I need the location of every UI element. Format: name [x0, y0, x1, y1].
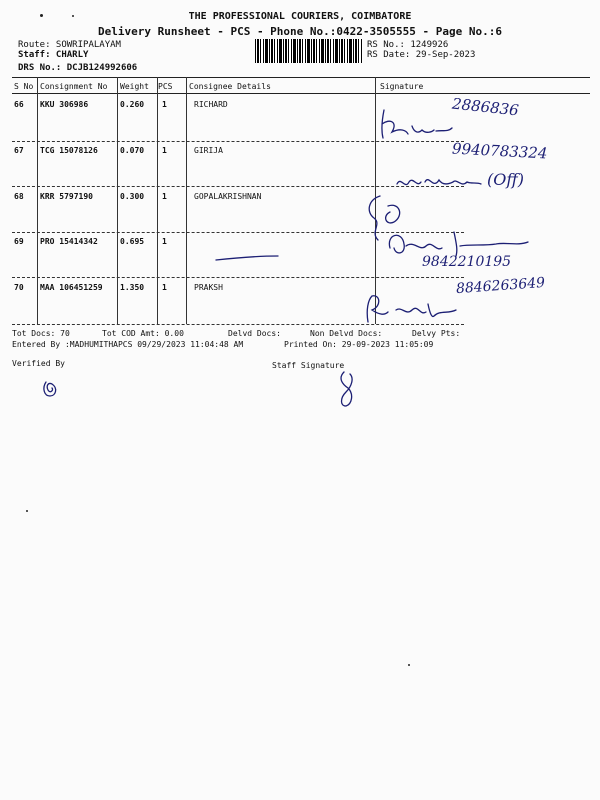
staff-signature-label: Staff Signature — [272, 361, 345, 370]
row-weight: 1.350 — [120, 283, 145, 292]
row-consignee: GIRIJA — [194, 146, 223, 155]
total-docs: Tot Docs: 70 — [12, 329, 70, 338]
row-pcs: 1 — [162, 100, 167, 109]
handwritten-number: 8846263649 — [455, 274, 546, 298]
row-weight: 0.695 — [120, 237, 145, 246]
row-sno: 66 — [14, 100, 24, 109]
handwritten-number: 2886836 — [451, 94, 520, 120]
col-weight: Weight — [120, 82, 149, 91]
runsheet-subtitle: Delivery Runsheet - PCS - Phone No.:0422-3505555 - Page No.:6 — [98, 25, 502, 38]
company-title: THE PROFESSIONAL COURIERS, COIMBATORE — [188, 11, 412, 22]
row-weight: 0.260 — [120, 100, 145, 109]
total-cod-amount: Tot COD Amt: 0.00 — [102, 329, 184, 338]
route-label: Route: SOWRIPALAYAM — [18, 40, 121, 50]
row-sno: 67 — [14, 146, 24, 155]
row-consignment: KKU 306986 — [40, 100, 89, 109]
row-sno: 69 — [14, 237, 24, 246]
row-pcs: 1 — [162, 237, 167, 246]
handwritten-number: 9842210195 — [422, 254, 512, 270]
col-sno: S No — [14, 82, 34, 91]
signature-row-66 — [372, 104, 462, 144]
barcode — [255, 39, 363, 63]
non-delivered-docs: Non Delvd Docs: — [310, 329, 383, 338]
drs-number: DRS No.: DCJB124992606 — [18, 63, 138, 73]
row-consignment: MAA 106451259 — [40, 283, 103, 292]
row-consignment: TCG 15078126 — [40, 146, 98, 155]
staff-label: Staff: CHARLY — [18, 50, 89, 60]
col-pcs: PCS — [158, 82, 173, 91]
handwritten-note: (Off) — [487, 170, 524, 189]
row-consignment: KRR 5797190 — [40, 192, 93, 201]
staff-signature — [334, 370, 364, 410]
scan-speck — [26, 510, 28, 512]
rs-number: RS No.: 1249926 — [367, 40, 449, 50]
row-consignee: RICHARD — [194, 100, 228, 109]
col-consignment: Consignment No — [40, 82, 108, 91]
row-weight: 0.300 — [120, 192, 145, 201]
row-pcs: 1 — [162, 192, 167, 201]
col-consignee-details: Consignee Details — [189, 82, 271, 91]
row-sno: 68 — [14, 192, 24, 201]
row-consignee: PRAKSH — [194, 283, 223, 292]
delivery-points: Delvy Pts: — [412, 329, 461, 338]
delivered-docs: Delvd Docs: — [228, 329, 281, 338]
row-sno: 70 — [14, 283, 24, 292]
row-pcs: 1 — [162, 283, 167, 292]
row-consignee: GOPALAKRISHNAN — [194, 192, 262, 201]
printed-on: Printed On: 29-09-2023 11:05:09 — [284, 340, 434, 349]
signature-row-70 — [362, 292, 472, 326]
entered-by: Entered By :MADHUMITHAPCS 09/29/2023 11:04:48 AM — [12, 340, 244, 349]
row-weight: 0.070 — [120, 146, 145, 155]
row-consignment: PRO 15414342 — [40, 237, 98, 246]
handwritten-number: 9940783324 — [451, 139, 548, 163]
rs-date: RS Date: 29-Sep-2023 — [367, 50, 476, 60]
row-pcs: 1 — [162, 146, 167, 155]
dash-mark — [214, 252, 284, 264]
col-signature: Signature — [380, 82, 424, 91]
verified-by-label: Verified By — [12, 359, 65, 368]
scan-speck — [408, 664, 410, 666]
verifier-signature — [40, 378, 64, 400]
